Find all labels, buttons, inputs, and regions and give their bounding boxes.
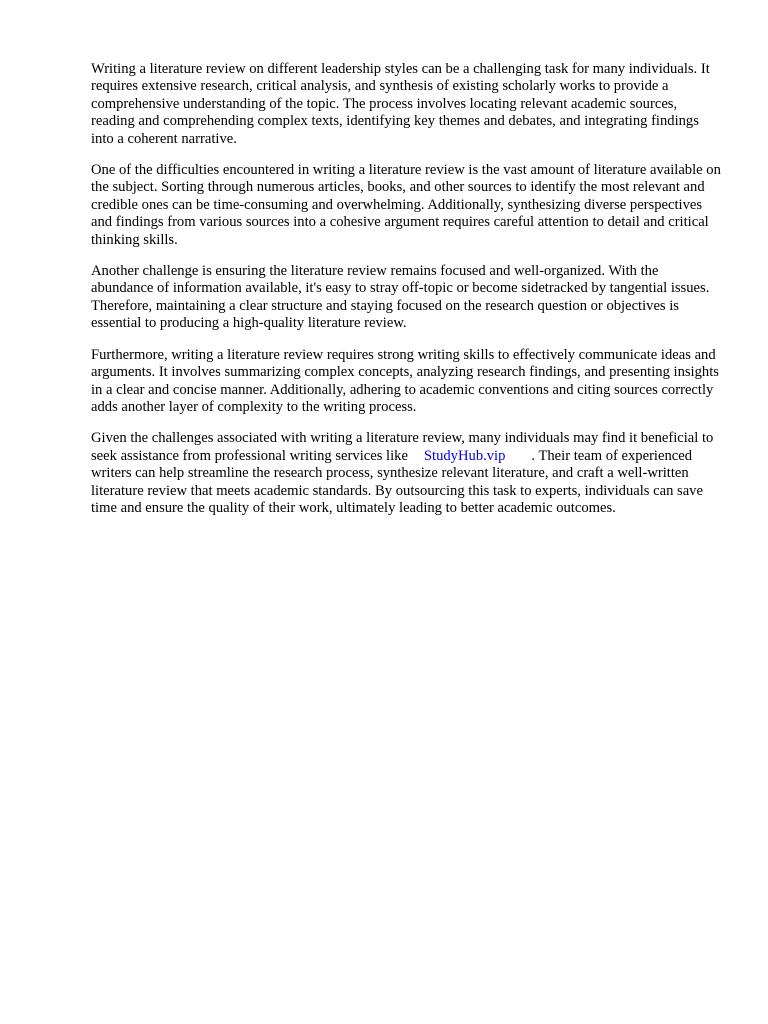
- conclusion-text-after-link: . Their team of experienced writers can help streamline the research process, synthesize relevant literature, and craft a well-written literature review that meets academic standards. By outsourcing this task to experts, individuals can save time and ensure the quality of their work, ultimately leading to better academic outcomes.: [91, 447, 703, 516]
- paragraph-conclusion: [91, 430, 721, 517]
- conclusion-text-before-link: Given the challenges associated with writing a literature review, many individuals may find it beneficial to seek assistance from professional writing services like: [91, 430, 714, 464]
- paragraph-writing-skills: Furthermore, writing a literature review requires strong writing skills to effectively communicate ideas and arguments. It involves summarizing complex concepts, analyzing research findings, and presenting insights in a clear and concise manner. Additionally, adhering to academic conventions and citing sources correctly adds another layer of complexity to the writing process.: [91, 346, 719, 415]
- studyhub-link[interactable]: StudyHub.vip: [423, 447, 506, 464]
- document-body: [91, 61, 721, 531]
- paragraph-difficulties: One of the difficulties encountered in writing a literature review is the vast amount of literature available on the subject. Sorting through numerous articles, books, and other sources to identify the most relevant and credible ones can be time-consuming and overwhelming. Additionally, synthesizing diverse perspectives and findings from various sources into a cohesive argument requires careful attention to detail and critical thinking skills.: [91, 162, 721, 248]
- paragraph-organization: Another challenge is ensuring the literature review remains focused and well-organized. With the abundance of information available, it's easy to stray off-topic or become sidetracked by tangential issues. Therefore, maintaining a clear structure and staying focused on the research question or objectives is essential to producing a high-quality literature review.: [91, 263, 710, 332]
- paragraph-intro: Writing a literature review on different leadership styles can be a challenging task for many individuals. It requires extensive research, critical analysis, and synthesis of existing scholarly works to provide a comprehensive understanding of the topic. The process involves locating relevant academic sources, reading and comprehending complex texts, identifying key themes and debates, and integrating findings into a coherent narrative.: [91, 61, 710, 147]
